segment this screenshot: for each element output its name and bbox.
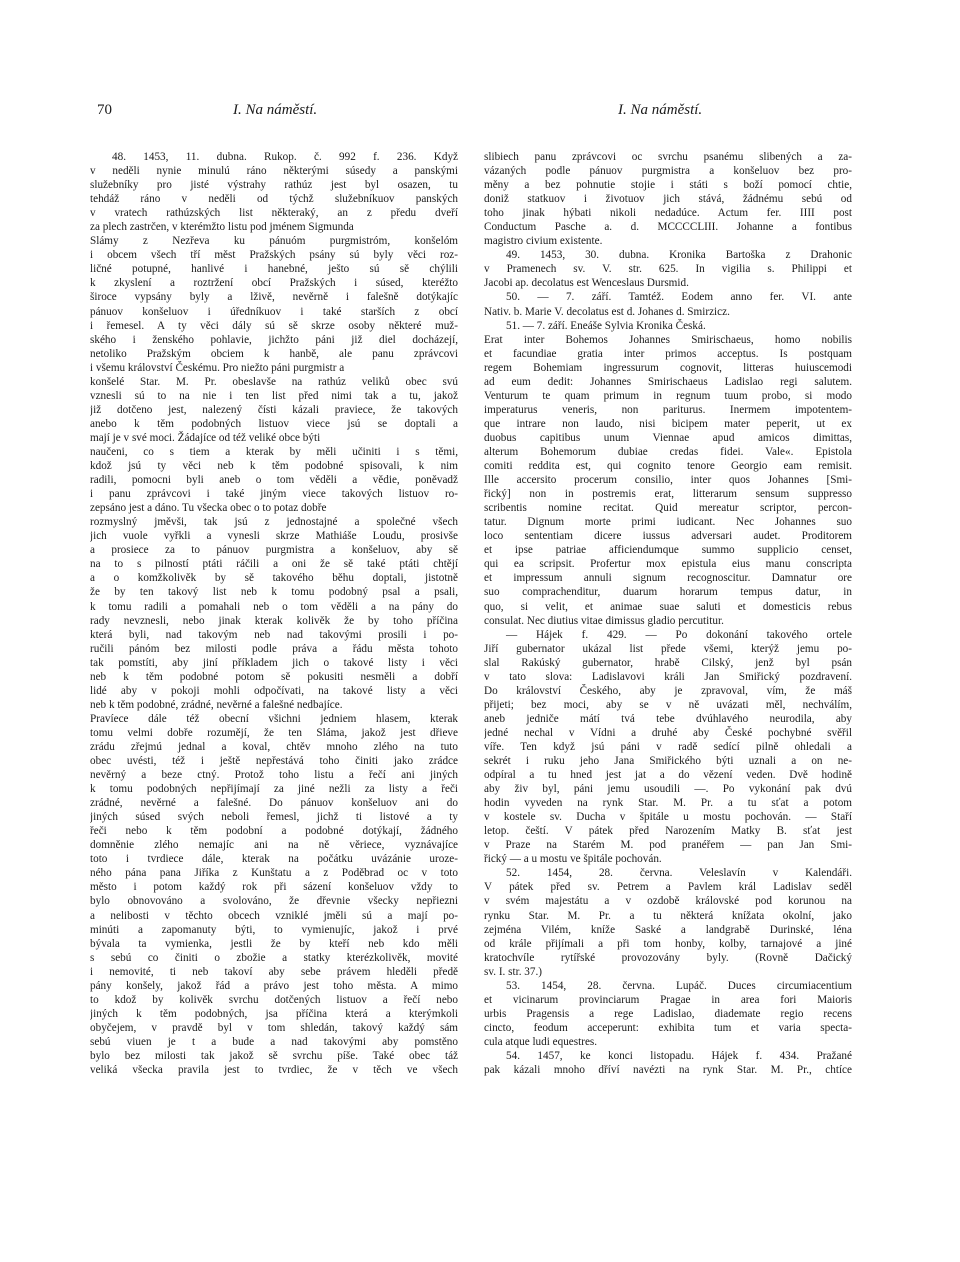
text-line: jich vuole vyřkli a vynesli skrze Mathiáše Loudu, prosivše: [90, 530, 458, 543]
text-line: k tomu radili a pomahali neb o tom věděli a na pány do: [90, 600, 458, 613]
text-line: slibiech panu zprávcovi oc svrchu psanému slibených a za-: [484, 151, 852, 163]
text-line: zrádné, nevěrné a falešné. Do pánuov konšeluov ani do: [90, 797, 458, 810]
text-line: v Pramenech sv. V. str. 625. In vigilia s. Philippi et: [484, 263, 852, 276]
text-line: ného pána pana Jiříka z Kunštatu a z Poděbrad oc v toto: [90, 867, 458, 880]
text-line: přijeti; bez moci, aby se v ně uvázati měl, nechválím,: [484, 698, 852, 711]
text-line: ad eum dedit: Johannes Smirischaeus Ladislao regi salutem.: [484, 375, 852, 388]
text-line: Jacobi ap. decolatus est Wenceslaus Dursmid.: [484, 277, 689, 290]
text-line: že by ten takový list neb k tomu podobný psal a psali,: [90, 586, 458, 599]
text-line: qui ea scripsit. Profertur mox epistula eius manu conscripta: [484, 558, 852, 571]
text-line: doniž statkuov i životuov jich stává, žádnému sebú od: [484, 193, 852, 206]
text-line: vznesli sú to na nie i ten list před nimi tak a tu, jakož: [90, 389, 458, 402]
text-line: za plech zastrčen, v kterémžto listu pod jménem Sigmunda: [90, 221, 354, 234]
text-line: bylo obnovováno a svolováno, že dřevnie všecky nepřiezni: [90, 895, 458, 908]
text-line: Do království Českého, aby je zpravoval, vím, že máš: [484, 684, 852, 697]
text-line: alterum Bohemorum dubiae credas fidei. Vale«. Epistola: [484, 445, 852, 458]
running-title-left: I. Na náměstí.: [233, 102, 318, 118]
text-line: Venturum te quam primum in regnum tuum probo, si modo: [484, 389, 852, 402]
text-line: v svém majestátu a v ozdobě královské pod korunou na: [484, 895, 852, 908]
text-line: urbis Pragensis a rege Ladislao, diademate regio recens: [484, 1007, 852, 1020]
text-line: víře. Ten když jsú páni v radě sedící pilně ohledali a: [484, 740, 852, 753]
text-line: magistro civium existente.: [484, 235, 603, 248]
text-line: cincto, feodum acceperunt: exhibita tum et varia specta-: [484, 1021, 852, 1034]
text-line: i všemu království Českému. Pro niežto páni purgmistr a: [90, 361, 345, 374]
text-line: Erat inter Bohemos Johannes Smirischaeus, homo nobilis: [484, 333, 852, 346]
text-line: řeči nebo k těm podobní a podobné dotýkají, žádného: [90, 825, 458, 838]
text-line: cula atque ludi equestres.: [484, 1035, 598, 1048]
right-text-column: [484, 150, 852, 1077]
text-line: vázaných podle pánuov purgmistra a konšeluov bez pro-: [484, 165, 852, 178]
text-line: consulat. Nec diutius vitae dimissus gladio percutitur.: [484, 614, 724, 627]
text-line: rynku Star. M. Pr. a tu některá knížata okolní, jako: [484, 909, 852, 922]
text-line: veliká všecka pravila jest to tvrdiec, že v těch ve všech: [90, 1064, 458, 1077]
text-line: — Hájek f. 429. — Po dokonání takového ortele: [506, 628, 852, 641]
text-line: V pátek před sv. Petrem a Pavlem král Ladislav seděl: [484, 881, 852, 894]
text-line: s sebú co činiti o zbožie a statky kterézkolivěk, movité: [90, 951, 458, 964]
text-line: lidé aby v pokoji mohli odpočívati, na takové listy a věci: [90, 684, 458, 697]
text-line: aneb jedniče mátí tvá tebe dvúhlavého neurodila, aby: [484, 712, 852, 725]
text-line: letop. čeští. V pátek před Narozením Matky B. sťat jest: [484, 825, 852, 838]
text-line: 53. 1454, 28. června. Lupáč. Duces circumiacentium: [506, 979, 852, 992]
running-title-right: I. Na náměstí.: [618, 102, 703, 118]
text-line: sebú viuen je t a bude a nad takovými aby pomstěno: [90, 1035, 458, 1048]
text-line: rozmyslný jměvši, tak jsú z jednostajné a společné všech: [90, 516, 458, 529]
text-line: k zkyslení a roztržení obcí Pražských i súsed, kteréžto: [90, 277, 458, 290]
text-line: scribentis nomine recitat. Quid mereatur scriptor, percon-: [484, 502, 852, 515]
text-line: 48. 1453, 11. dubna. Rukop. č. 992 f. 236. Když: [112, 151, 458, 163]
page-number: 70: [97, 102, 112, 118]
text-line: v tato slova: Ladislavovi králi Jan Smiřický pozdravení.: [484, 670, 852, 683]
text-line: nevěrný a beze ctný. Protož toho listu a řečí ani jiných: [90, 769, 458, 782]
text-line: minúti a zapomanuty býti, to vymienujíc, jakož i prvé: [90, 923, 458, 936]
text-line: jiných k těm podobných, jsa příčina která a kterýmkoli: [90, 1007, 458, 1020]
text-line: a nelibosti v těchto obcech vzniklé jměli sú a mají po-: [90, 909, 458, 922]
text-line: v vratech rathúzských list některaký, an z předu dveří: [90, 207, 458, 220]
text-line: i obcem všech tří měst Pražských psány sú byly věci roz-: [90, 249, 458, 262]
text-line: to kdož by kolivěk svrchu dotčených listuov a řečí nebo: [90, 993, 458, 1006]
text-line: duobus capitibus unum Viennae apud amicos dimittas,: [484, 431, 852, 444]
text-line: et facundiae gratia inter primos acceptus. Is postquam: [484, 347, 852, 360]
text-line: široce vypsány byly a lživě, nevěrně i falešně dotýkajíc: [90, 291, 458, 304]
text-line: a prosiece za to pánuov purgmistra a konšeluov, aby sě: [90, 544, 458, 557]
text-line: mají je v své moci. Žádajíce od též veliké obce býti: [90, 431, 321, 444]
text-line: Conductum Pasche a. d. MCCCCLIII. Johanne a fontibus: [484, 221, 852, 234]
text-line: ského i ženského pohlavie, jichžto páni již diel docházejí,: [90, 333, 458, 346]
text-line: et impressum annuli signum recognoscitur. Damnatur ore: [484, 572, 852, 585]
text-line: na to s pilností ptáti ráčili a oni že sě také ptáti chtějí: [90, 558, 458, 571]
text-line: rady nevznesli, nebo jinak kterak kolivěk že by toho příčina: [90, 614, 458, 627]
text-line: v Praze na Starém M. pod pranéřem — pan Jan Smi-: [484, 839, 852, 852]
text-line: Nativ. b. Marie V. decolatus est d. Johanes d. Smirzicz.: [484, 305, 730, 318]
text-line: k tomu podobných nepřijímají za jiné nežli za listy a řeči: [90, 783, 458, 796]
text-line: město i potom každý rok při sázení konšeluov vždy to: [90, 881, 458, 894]
text-line: jiných súsed svých neboli řemesl, jichž ti listové a ty: [90, 811, 458, 824]
text-line: aby živ byl, páni jemu usoudili —. Po vykonání pak dvú: [484, 783, 852, 796]
text-line: v neděli nynie minulú ráno některými súsedy a panskými: [90, 165, 458, 178]
text-line: sekrét i ruku jeho Jana Smiřického býti uznali a on ne-: [484, 755, 852, 768]
text-line: tehdáž ráno v neděli od týchž služebníkuov panských: [90, 193, 458, 206]
text-line: que intrare non laudo, nisi bicipem mater peperit, ut ex: [484, 417, 852, 430]
text-line: bývala ta vymienka, jestli že by kteří neb kdo měli: [90, 937, 458, 950]
text-line: i řemesel. A ty věci dály sú sě skrze osoby některé muž-: [90, 319, 458, 332]
text-line: 49. 1453, 30. dubna. Kronika Bartoška z Drahonic: [506, 249, 852, 262]
text-line: slal Rakúský gubernator, hrabě Cilský, jenž byl psán: [484, 656, 852, 669]
text-line: 50. — 7. září. Tamtéž. Eodem anno fer. VI. ante: [506, 291, 852, 304]
text-line: měny a bez pohnutie stojie i státi s boží pomocí chtie,: [484, 179, 852, 192]
text-line: odpíral a tu hned jest jat a do vězení veden. Dvě hodině: [484, 769, 852, 782]
text-line: Ille accersito procerum consilio, inter quos Johannes [Smi-: [484, 474, 852, 487]
text-line: anebo k těm podobných listuov viece jsú se doptali a: [90, 417, 458, 430]
text-line: obec uvésti, též i ještě nepřestává toho činiti jako zrádce: [90, 755, 458, 768]
text-line: 51. — 7. září. Eneáše Sylvia Kronika Česká.: [506, 319, 706, 332]
text-line: zejména Vilém, kníže Saské a landgrabě Durinské, léna: [484, 923, 852, 936]
text-line: naučeni, co s tiem a kterak by měli učiniti i s těmi,: [90, 445, 458, 458]
text-line: regem Bohemiam ingressurum cognovit, litteras huiuscemodi: [484, 361, 852, 374]
text-line: řický — a u mostu ve špitále pochován.: [484, 853, 662, 866]
text-line: neb k těm podobné potom sě pokusiti nesměli a dobří: [90, 670, 458, 683]
text-line: bylo bez milosti tak jakož sě svrchu píše. Také obec táž: [90, 1050, 458, 1062]
text-line: Pravíece dále též obecní všichni jedniem hlasem, kterak: [90, 712, 458, 725]
text-line: pak kázali mnoho dříví navézti na rynk Star. M. Pr., chtíce: [484, 1064, 852, 1077]
text-line: toho jinak hýbati nikoli nedadúce. Actum fer. IIII post: [484, 207, 852, 220]
text-line: tak pomstíti, aby jiní příkladem jich o takové listy i věci: [90, 656, 458, 669]
text-line: již dotčeno jest, nalezený čísti kázali praviece, že takových: [90, 403, 458, 416]
text-line: služebníky pro jisté výstrahy rathúz jest byl osazen, tu: [90, 179, 458, 192]
text-line: i panu zprávcovi i také jiným viece takových listuov ro-: [90, 488, 458, 501]
text-line: 54. 1457, ke konci listopadu. Hájek f. 434. Pražané: [506, 1050, 852, 1062]
text-line: od krále přijímali a při tom honby, kolby, tarnajové a jiné: [484, 937, 852, 950]
text-line: toto i tvrdiece dále, kterak na počátku uvázánie uroze-: [90, 853, 458, 866]
text-line: loco sententiam dicere iussus adversari audet. Proditorem: [484, 530, 852, 543]
text-line: 52. 1454, 28. června. Veleslavín v Kalendáři.: [506, 867, 852, 880]
text-line: radili, pomocni byli aneb o tom věděli a vědie, poněvadž: [90, 474, 458, 487]
text-line: obyčejem, v pravdě byl v tom shledán, takový každý sám: [90, 1021, 458, 1034]
text-line: a o komžkolivěk by sě takového běhu doptali, jistotně: [90, 572, 458, 585]
text-line: ličné potupné, hanlivé i hanebné, ješto sú sě chýlili: [90, 263, 458, 276]
text-line: zrádu zřejmú jednal a koval, chtěv mnoho zlého na tuto: [90, 740, 458, 753]
text-line: která byli, nad takovým neb nad takovými prosili i po-: [90, 628, 458, 641]
text-line: kratochvíle rytířské provozovány byly. (Rovně Dačický: [484, 951, 852, 964]
text-line: v kostele sv. Ducha v špitále u mostu pochován. — Staří: [484, 811, 852, 824]
text-line: tatur. Dignum morte primi iudicant. Nec Johannes suo: [484, 516, 852, 529]
text-line: sv. I. str. 37.): [484, 965, 543, 978]
text-line: et ipse patriae afficiendumque summo supplicio censet,: [484, 544, 852, 557]
text-line: zepsáno jest a dáno. Tu všecka obec o to potaz dobře: [90, 502, 327, 515]
text-line: konšelé Star. M. Pr. obeslavše na rathúz veliků obec svú: [90, 375, 458, 388]
text-line: pánuov konšeluov i úředníkuov i také starších z obcí: [90, 305, 458, 318]
text-line: domněnie zlého nemajíc ani na ně věriece, vyznávajíce: [90, 839, 458, 852]
left-text-column: [90, 150, 458, 1077]
text-line: i nemovité, ti neb takoví aby sebe právem hleděli předě: [90, 965, 458, 978]
text-line: comiti reddita est, qui cognito tenore Georgio eam remisit.: [484, 460, 852, 473]
text-line: imperaturus veneris, non pariturus. Inermem impotentem-: [484, 403, 852, 416]
text-line: ručili pánóm bez milosti podle práva a řádu města tohoto: [90, 642, 458, 655]
text-line: suo comprachenditur, duarum horarum tempus datur, in: [484, 586, 852, 599]
text-line: tomu velmi dobře rozumějí, že ten Sláma, jakož jest dřieve: [90, 726, 458, 739]
text-line: et vicinarum provinciarum Pragae in area fori Maioris: [484, 993, 852, 1006]
text-line: Slámy z Nezřeva ku pánuóm purgmistróm, konšelóm: [90, 235, 458, 248]
text-line: neb k těm podobné, zrádné, nevěrné a falešné nedbajíce.: [90, 698, 343, 711]
text-line: pány konšely, jakož řád a právo jest toho města. A mimo: [90, 979, 458, 992]
text-line: kdož jsú ty věci neb k těm podobné spisovali, k nim: [90, 460, 458, 473]
text-line: hodin vyveden na rynk Star. M. Pr. a tu sťat a potom: [484, 797, 852, 810]
text-line: quo, si velit, et animae suae saluti et domesticis rebus: [484, 600, 852, 613]
text-line: řický] non in postremis erat, litterarum sensum suppresso: [484, 488, 852, 501]
text-line: Jiří gubernator ukázal list přede všemi, kterýž jemu po-: [484, 642, 852, 655]
text-line: jedné nechal v Vídni a druhé aby České pochybné svěřil: [484, 726, 852, 739]
text-line: netoliko Pražským obciem k hanbě, ale panu zprávcovi: [90, 347, 458, 360]
